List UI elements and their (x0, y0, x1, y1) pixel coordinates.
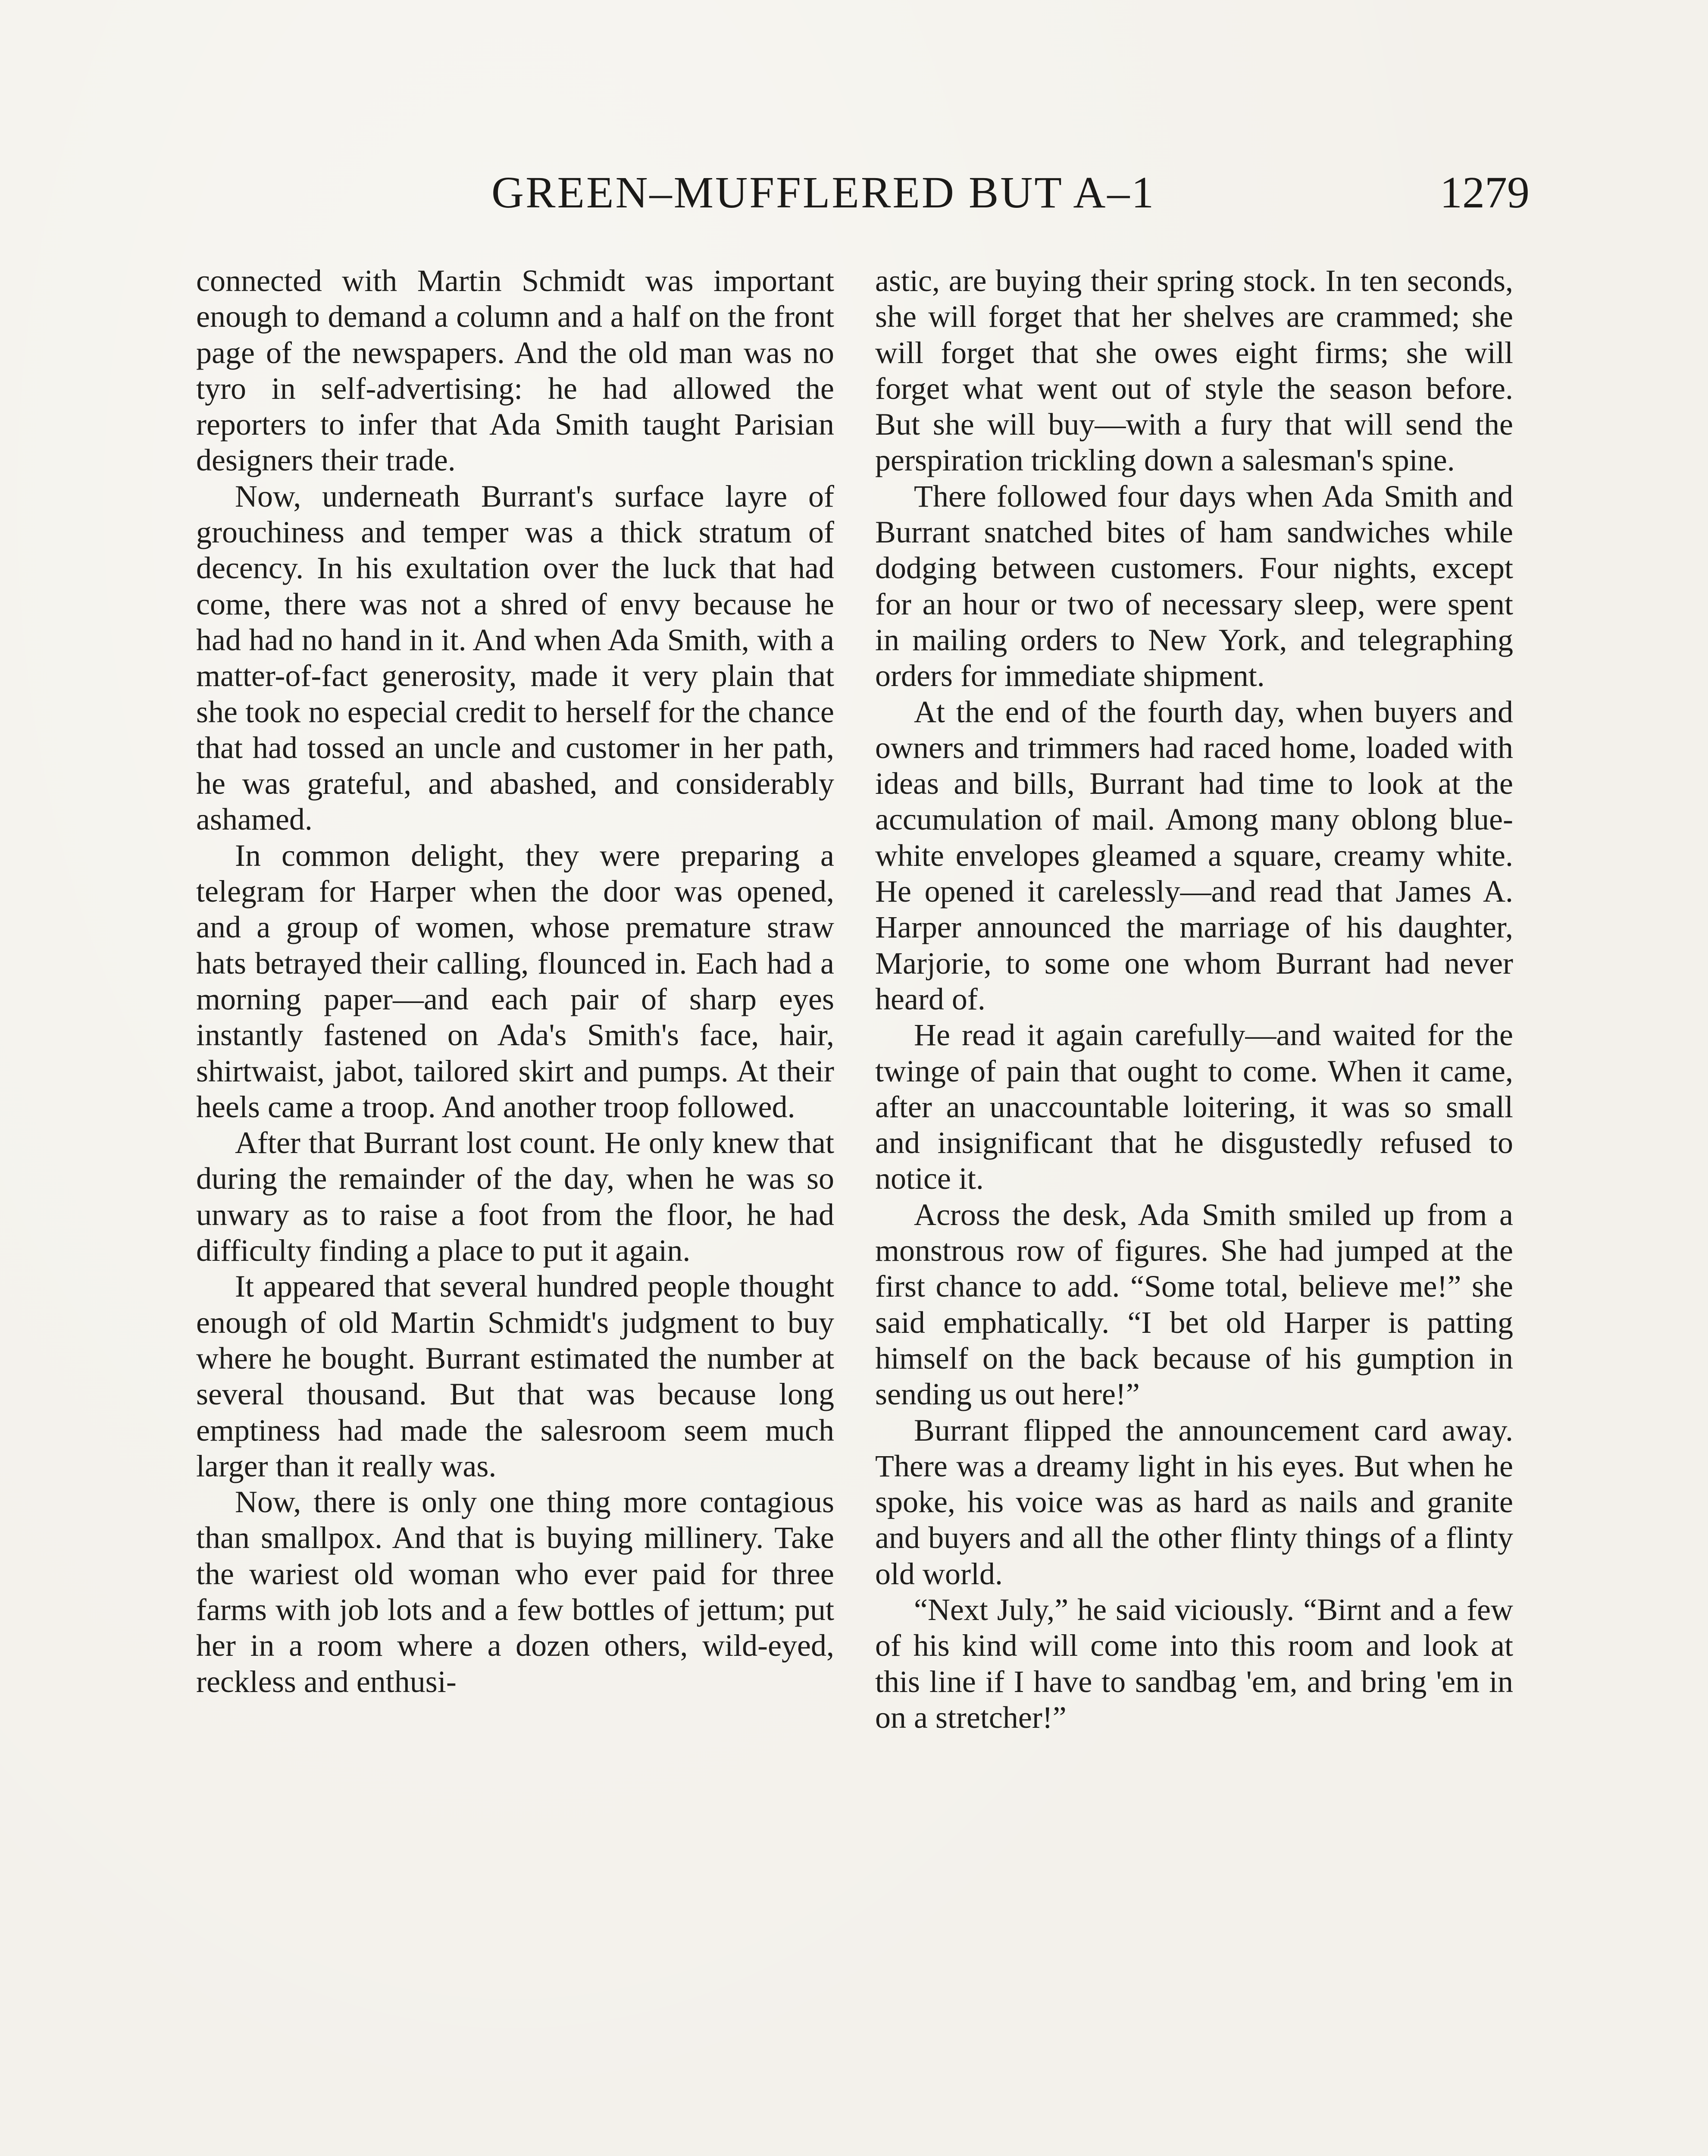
paragraph: Now, there is only one thing more contagious than smallpox. And that is buying millinery. Take the wariest old woman who ever paid for three farms with job lots and a few bottles of jettum; put her in a room where a dozen others, wild-eyed, reckless and enthusi- (196, 1485, 834, 1699)
paragraph: It appeared that several hundred people thought enough of old Martin Schmidt's judgment to buy where he bought. Burrant estimated the number at several thousand. But that was because long emptiness had made the salesroom seem much larger than it really was. (196, 1269, 834, 1483)
running-title: GREEN–MUFFLERED BUT A–1 (491, 168, 1156, 217)
paragraph: At the end of the fourth day, when buyers and owners and trimmers had raced home, loaded with ideas and bills, Burrant had time to look at the accumulation of mail. Among many oblong blue-white envelopes gleamed a square, creamy white. He opened it carelessly—and read that James A. Harper announced the marriage of his daughter, Marjorie, to some one whom Burrant had never heard of. (875, 694, 1513, 1016)
paragraph: “Next July,” he said viciously. “Birnt and a few of his kind will come into this room and look at this line if I have to sandbag 'em, and bring 'em in on a stretcher!” (875, 1592, 1513, 1735)
paragraph: After that Burrant lost count. He only knew that during the remainder of the day, when he was so unwary as to raise a foot from the floor, he had difficulty finding a place to put it again. (196, 1125, 834, 1268)
paragraph: Now, underneath Burrant's surface layre of grouchiness and temper was a thick stratum of decency. In his exultation over the luck that had come, there was not a shred of envy because he had had no hand in it. And when Ada Smith, with a matter-of-fact generosity, made it very plain that she took no especial credit to herself for the chance that had tossed an uncle and customer in her path, he was grateful, and abashed, and considerably ashamed. (196, 479, 834, 837)
text-column-left (196, 263, 834, 1700)
paragraph: Burrant flipped the announcement card away. There was a dreamy light in his eyes. But when he spoke, his voice was as hard as nails and granite and buyers and all the other flinty things of a flinty old world. (875, 1413, 1513, 1591)
page-number: 1279 (1440, 168, 1530, 217)
paragraph: connected with Martin Schmidt was important enough to demand a column and a half on the front page of the newspapers. And the old man was no tyro in self-advertising: he had allowed the reporters to infer that Ada Smith taught Parisian designers their trade. (196, 263, 834, 478)
paragraph: There followed four days when Ada Smith and Burrant snatched bites of ham sandwiches while dodging between customers. Four nights, except for an hour or two of necessary sleep, were spent in mailing orders to New York, and telegraphing orders for immediate shipment. (875, 479, 1513, 693)
paragraph: In common delight, they were preparing a telegram for Harper when the door was opened, and a group of women, whose premature straw hats betrayed their calling, flounced in. Each had a morning paper—and each pair of sharp eyes instantly fastened on Ada's Smith's face, hair, shirtwaist, jabot, tailored skirt and pumps. At their heels came a troop. And another troop followed. (196, 838, 834, 1124)
paragraph: astic, are buying their spring stock. In ten seconds, she will forget that her shelves are crammed; she will forget that she owes eight firms; she will forget what went out of style the season before. But she will buy—with a fury that will send the perspiration trickling down a salesman's spine. (875, 263, 1513, 478)
paragraph: He read it again carefully—and waited for the twinge of pain that ought to come. When it came, after an unaccountable loitering, it was so small and insignificant that he disgustedly refused to notice it. (875, 1018, 1513, 1196)
text-column-right (875, 263, 1513, 1736)
paragraph: Across the desk, Ada Smith smiled up from a monstrous row of figures. She had jumped at the first chance to add. “Some total, believe me!” she said emphatically. “I bet old Harper is patting himself on the back because of his gumption in sending us out here!” (875, 1197, 1513, 1412)
